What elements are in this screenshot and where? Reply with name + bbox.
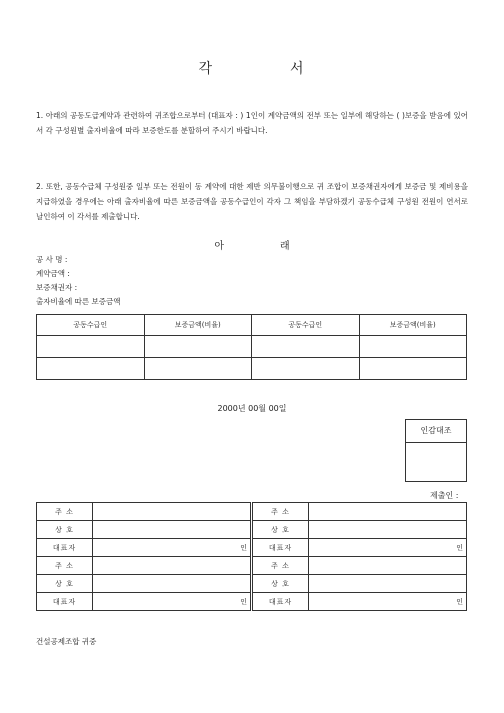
table-cell[interactable] [144,336,252,358]
address-label: 주 소 [37,557,93,575]
subtitle-char-1: 아 [214,241,224,252]
company-label: 상 호 [253,575,309,593]
company-value[interactable] [93,521,251,539]
field-project-name: 공 사 명 : [36,255,68,264]
signer-table-left [36,502,251,611]
section-subtitle [0,237,504,252]
paragraph-2: 2. 또한, 공동수급체 구성원중 일부 또는 전원이 동 계약에 대한 제반 의무불이행으로 귀 조합이 보증채권자에게 보증금 및 제비용을 지급하였을 경우에는 아래 출자비율에 따른 보증금액을 공동수급인이 각자 그 책임을 부담하겠기 공동수급체 구성원 전원이 연서로 날인하여 이 각서를 제출합니다. [36,182,468,221]
company-value[interactable] [309,521,467,539]
address-label: 주 소 [37,503,93,521]
company-label: 상 호 [37,575,93,593]
table-cell[interactable] [252,336,360,358]
rep-label: 대표자 [253,539,309,557]
field-guarantee-label: 출자비율에 따른 보증금액 [36,297,121,306]
submitter-label: 제출인 : [430,491,459,500]
paragraph-1: 1. 아래의 공동도급계약과 관련하여 귀조합으로부터 (대표자 : ) 1인이 계약금액의 전부 또는 일부에 해당하는 ( )보증을 받음에 있어서 각 구성원별 출자비율에 따라 보증한도를 분할하여 주시기 바랍니다. [36,111,468,135]
address-value[interactable] [309,503,467,521]
seal-mark[interactable]: 인 [309,593,467,611]
rep-label: 대표자 [253,593,309,611]
header-cell: 보증금액(비율) [359,315,467,336]
address-label: 주 소 [253,557,309,575]
title-char-1: 각 [198,61,214,77]
seal-mark[interactable]: 인 [93,539,251,557]
seal-verification-box [405,419,467,482]
address-label: 주 소 [253,503,309,521]
footer-recipient: 건설공제조합 귀중 [36,637,97,646]
address-value[interactable] [309,557,467,575]
table-row [37,358,467,380]
field-creditor: 보증채권자 : [36,283,78,292]
table-cell[interactable] [359,336,467,358]
company-label: 상 호 [37,521,93,539]
company-label: 상 호 [253,521,309,539]
table-cell[interactable] [359,358,467,380]
guarantee-table [36,314,467,380]
table-cell[interactable] [252,358,360,380]
table-row [37,336,467,358]
seal-label: 인감대조 [406,420,466,443]
table-cell[interactable] [37,336,145,358]
seal-mark[interactable]: 인 [309,539,467,557]
table-header-row [37,315,467,336]
document-title [0,58,504,78]
address-value[interactable] [93,557,251,575]
table-cell[interactable] [37,358,145,380]
subtitle-char-2: 래 [280,241,290,252]
signer-table-right [252,502,467,611]
field-contract-amount: 계약금액 : [36,269,70,278]
header-cell: 보증금액(비율) [144,315,252,336]
header-cell: 공동수급인 [37,315,145,336]
seal-mark[interactable]: 인 [93,593,251,611]
company-value[interactable] [309,575,467,593]
document-date: 2000년 00월 00일 [217,404,287,413]
rep-label: 대표자 [37,539,93,557]
header-cell: 공동수급인 [252,315,360,336]
table-cell[interactable] [144,358,252,380]
company-value[interactable] [93,575,251,593]
rep-label: 대표자 [37,593,93,611]
address-value[interactable] [93,503,251,521]
title-char-2: 서 [290,61,306,77]
